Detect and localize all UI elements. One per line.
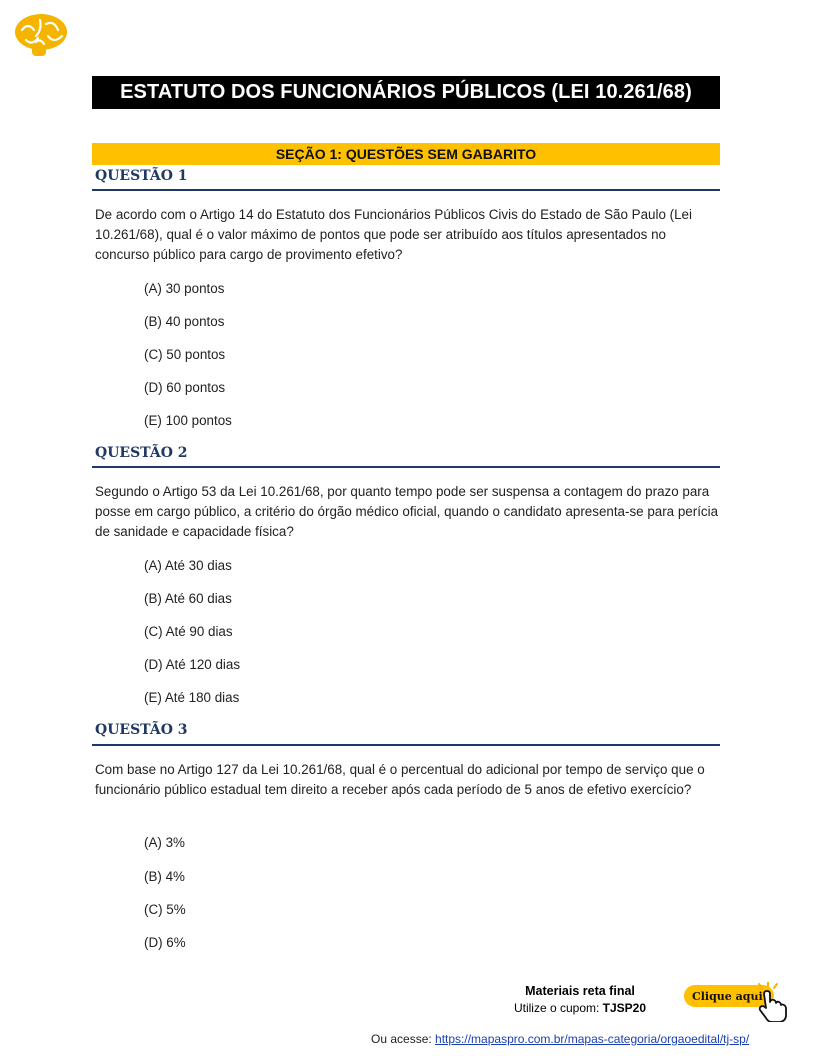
question-3-option-d: (D) 6% [144,935,186,950]
link-prefix: Ou acesse: [371,1032,436,1046]
question-3-option-c: (C) 5% [144,902,186,917]
mapaspro-link[interactable]: https://mapaspro.com.br/mapas-categoria/orgaoedital/tj-sp/ [435,1032,750,1046]
question-1-option-d: (D) 60 pontos [144,380,226,395]
footer-link-line [371,1032,749,1046]
brain-icon [12,12,70,58]
question-3-option-b: (B) 4% [144,869,185,884]
question-1-text: De acordo com o Artigo 14 do Estatuto dos Funcionários Públicos Civis do Estado de São Paulo (Lei 10.261/68), qual é o valor máximo de pontos que pode ser atribuído aos títulos apresentados no concurso público para cargo de provimento efetivo? [95,207,692,262]
question-2-option-a: (A) Até 30 dias [144,558,232,573]
question-1-option-a: (A) 30 pontos [144,281,225,296]
question-2-option-d: (D) Até 120 dias [144,657,241,672]
pointing-hand-icon[interactable] [752,982,792,1022]
question-2-divider [92,466,720,468]
document-title: ESTATUTO DOS FUNCIONÁRIOS PÚBLICOS (LEI 10.261/68) [92,76,720,109]
question-2-option-b: (B) Até 60 dias [144,591,232,606]
question-2-option-c: (C) Até 90 dias [144,624,233,639]
question-1-option-e: (E) 100 pontos [144,413,232,428]
question-1-option-c: (C) 50 pontos [144,347,226,362]
question-3-divider [92,744,720,746]
question-3-title: QUESTÃO 3 [95,722,188,738]
question-2-title: QUESTÃO 2 [95,445,188,461]
question-1-title: QUESTÃO 1 [95,168,188,184]
question-1-divider [92,189,720,191]
coupon-prefix: Utilize o cupom: [513,1001,603,1015]
promo-title: Materiais reta final [525,984,635,998]
coupon-code: TJSP20 [602,1001,647,1015]
coupon-line [480,1001,680,1015]
question-2-text: Segundo o Artigo 53 da Lei 10.261/68, por quanto tempo pode ser suspensa a contagem do prazo para posse em cargo público, a critério do órgão médico oficial, quando o candidato apresenta-se para perícia de sanidade e capacidade física? [95,484,719,539]
question-1-option-b: (B) 40 pontos [144,314,225,329]
question-3-text: Com base no Artigo 127 da Lei 10.261/68, qual é o percentual do adicional por tempo de serviço que o funcionário público estadual tem direito a receber após cada período de 5 anos de efetivo exercício? [95,762,705,797]
question-3-option-a: (A) 3% [144,835,185,850]
question-2-option-e: (E) Até 180 dias [144,690,240,705]
section-title: SEÇÃO 1: QUESTÕES SEM GABARITO [92,143,720,165]
clique-aqui-label: Clique aqui [692,989,763,1003]
